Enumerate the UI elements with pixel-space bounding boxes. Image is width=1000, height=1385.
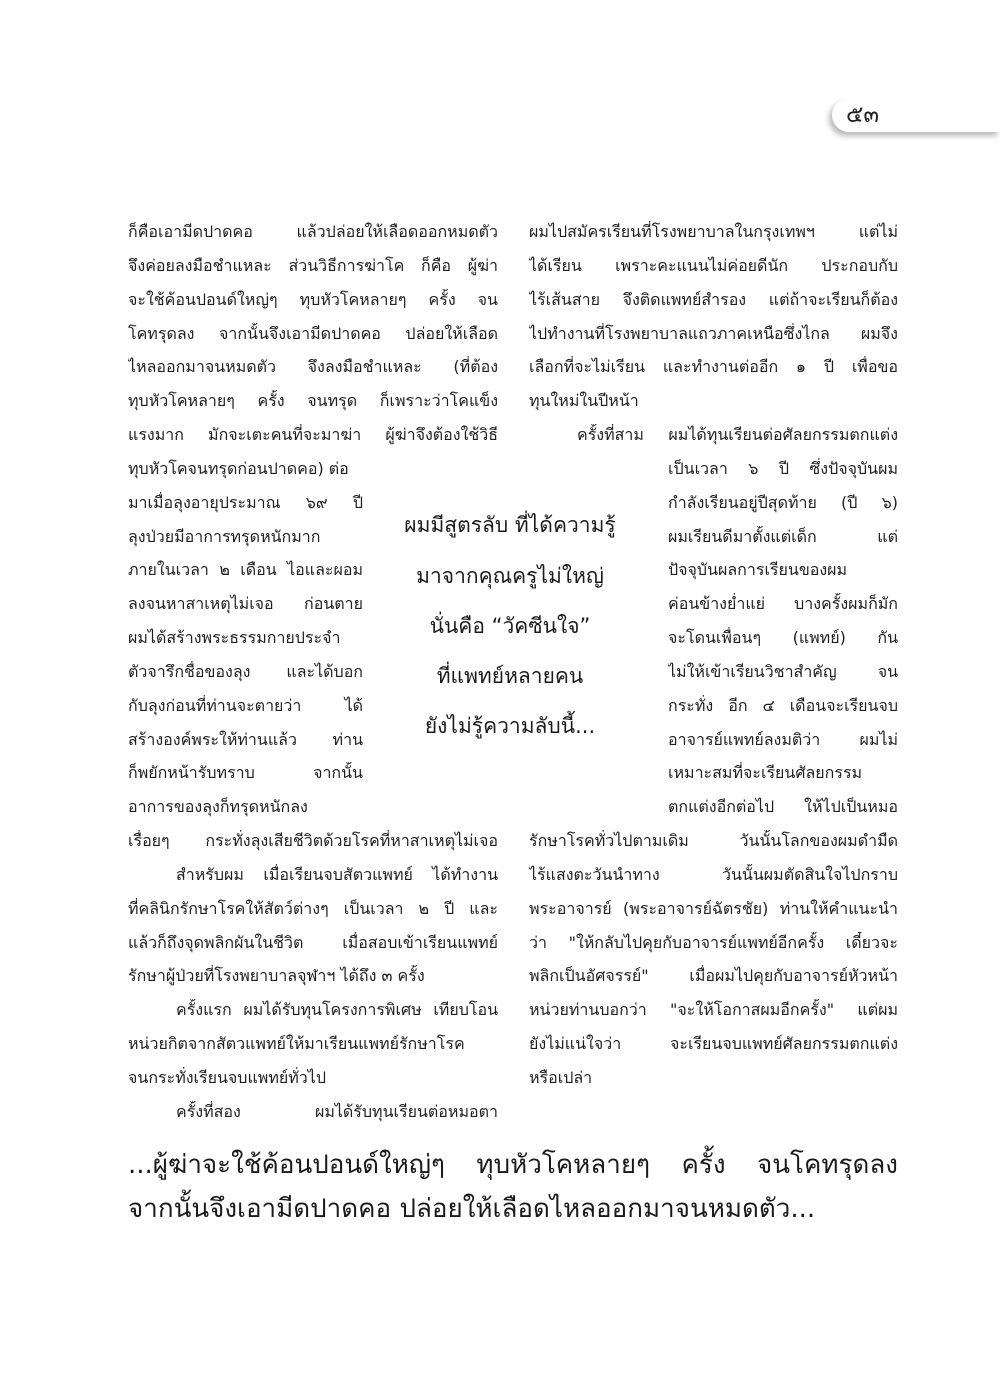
- text-line: ค่อนข้างย่ำแย่ บางครั้งผมก็มัก: [668, 594, 898, 613]
- bottom-quote-line: ...ผู้ฆ่าจะใช้ค้อนปอนด์ใหญ่ๆ ทุบหัวโคหลายๆ ครั้ง จนโคทรุดลง: [128, 1150, 898, 1180]
- text-line: ภายในเวลา ๒ เดือน ไอและผอม: [128, 560, 363, 579]
- text-line: ที่คลินิกรักษาโรคให้สัตว์ต่างๆ เป็นเวลา ๒ ปี และ: [128, 899, 498, 918]
- page-number: ๕๓: [846, 101, 880, 128]
- text-line: ตกแต่งอีกต่อไป ให้ไปเป็นหมอ: [668, 797, 898, 816]
- text-line: ทุบหัวโคหลายๆ ครั้ง จนทรุด ก็เพราะว่าโคแข็ง: [128, 391, 498, 410]
- text-line: พระอาจารย์ (พระอาจารย์ฉัตรชัย) ท่านให้คำแนะนำ: [529, 899, 898, 918]
- pull-quote-line: ยังไม่รู้ความลับนี้...: [424, 714, 596, 738]
- text-line: ไร้เส้นสาย จึงติดแพทย์สำรอง แต่ถ้าจะเรียนก็ต้อง: [529, 290, 898, 309]
- text-line: ผมไปสมัครเรียนที่โรงพยาบาลในกรุงเทพฯ แต่ไม่: [529, 222, 898, 241]
- text-line: เรื่อยๆ กระทั่งลุงเสียชีวิตด้วยโรคที่หาสาเหตุไม่เจอ: [128, 831, 498, 850]
- text-line: ได้เรียน เพราะคะแนนไม่ค่อยดีนัก ประกอบกับ: [529, 256, 898, 275]
- page-number-tab: [832, 98, 1000, 132]
- text-line: พลิกเป็นอัศจรรย์" เมื่อผมไปคุยกับอาจารย์หัวหน้า: [529, 966, 898, 985]
- text-line: ก็พยักหน้ารับทราบ จากนั้น: [128, 763, 363, 782]
- text-line: จะใช้ค้อนปอนด์ใหญ่ๆ ทุบหัวโคหลายๆ ครั้ง จน: [128, 290, 498, 309]
- text-line: ทุนใหม่ในปีหน้า: [529, 391, 639, 410]
- text-line: หรือเปล่า: [529, 1068, 593, 1087]
- text-line: เป็นเวลา ๖ ปี ซึ่งปัจจุบันผม: [668, 459, 898, 478]
- text-line: อาการของลุงก็ทรุดหนักลง: [128, 797, 308, 816]
- text-line: รักษาผู้ป่วยที่โรงพยาบาลจุฬาฯ ได้ถึง ๓ ครั้ง: [128, 966, 425, 985]
- text-line: ว่า "ให้กลับไปคุยกับอาจารย์แพทย์อีกครั้ง เดี๋ยวจะ: [529, 933, 898, 952]
- text-line: ไหลออกมาจนหมดตัว จึงลงมือชำแหละ (ที่ต้อง: [128, 357, 498, 376]
- text-line: เหมาะสมที่จะเรียนศัลยกรรม: [668, 763, 863, 782]
- text-line: ไปทำงานที่โรงพยาบาลแถวภาคเหนือซึ่งไกล ผมจึง: [529, 324, 898, 343]
- text-line: โคทรุดลง จากนั้นจึงเอามีดปาดคอ ปล่อยให้เลือด: [128, 324, 498, 343]
- text-line: สำหรับผม เมื่อเรียนจบสัตวแพทย์ ได้ทำงาน: [176, 865, 498, 884]
- text-line: หน่วยกิตจากสัตวแพทย์ให้มาเรียนแพทย์รักษาโรค: [128, 1034, 465, 1053]
- text-line: ครั้งที่สอง ผมได้รับทุนเรียนต่อหมอตา: [176, 1102, 498, 1121]
- text-line: ทุบหัวโคจนทรุดก่อนปาดคอ) ต่อ: [128, 459, 349, 478]
- text-line: ผมได้สร้างพระธรรมกายประจำ: [128, 628, 341, 647]
- text-line: หน่วยท่านบอกว่า "จะให้โอกาสผมอีกครั้ง" แต่ผม: [529, 1000, 898, 1019]
- text-line: ตัวจารึกชื่อของลุง และได้บอก: [128, 662, 363, 681]
- text-line: มาเมื่อลุงอายุประมาณ ๖๙ ปี: [128, 493, 363, 512]
- text-line: ลงจนหาสาเหตุไม่เจอ ก่อนตาย: [128, 594, 363, 613]
- text-line: ไม่ให้เข้าเรียนวิชาสำคัญ จน: [668, 662, 898, 681]
- text-line: จึงค่อยลงมือชำแหละ ส่วนวิธีการฆ่าโค ก็คือ ผู้ฆ่า: [128, 256, 498, 275]
- text-line: แรงมาก มักจะเตะคนที่จะมาฆ่า ผู้ฆ่าจึงต้องใช้วิธี: [128, 425, 498, 444]
- text-line: เลือกที่จะไม่เรียน และทำงานต่ออีก ๑ ปี เพื่อขอ: [529, 357, 898, 376]
- pull-quote-line: ผมมีสูตรลับ ที่ได้ความรู้: [404, 513, 616, 537]
- text-line: จะโดนเพื่อนๆ (แพทย์) กัน: [668, 628, 898, 647]
- text-line: กระทั่ง อีก ๔ เดือนจะเรียนจบ: [668, 696, 898, 715]
- text-line: ปัจจุบันผลการเรียนของผม: [668, 560, 848, 579]
- text-line: ลุงป่วยมีอาการทรุดหนักมาก: [128, 527, 321, 546]
- text-line: ยังไม่แน่ใจว่า จะเรียนจบแพทย์ศัลยกรรมตกแต่ง: [529, 1034, 898, 1053]
- text-line: รักษาโรคทั่วไปตามเดิม วันนั้นโลกของผมดำมืด: [529, 831, 898, 850]
- text-line: กำลังเรียนอยู่ปีสุดท้าย (ปี ๖): [668, 493, 898, 512]
- pull-quote-line: นั่นคือ “วัคซีนใจ”: [429, 614, 591, 638]
- pull-quote-line: ที่แพทย์หลายคน: [436, 664, 584, 688]
- pull-quote-line: มาจากคุณครูไม่ใหญ่: [416, 564, 604, 588]
- text-line: สร้างองค์พระให้ท่านแล้ว ท่าน: [128, 730, 363, 749]
- text-line: ครั้งแรก ผมได้รับทุนโครงการพิเศษ เทียบโอน: [176, 1000, 498, 1019]
- text-line: ครั้งที่สาม ผมได้ทุนเรียนต่อศัลยกรรมตกแต่ง: [577, 425, 898, 444]
- text-line: ผมเรียนดีมาตั้งแต่เด็ก แต่: [668, 527, 898, 546]
- text-line: ไร้แสงตะวันนำทาง วันนั้นผมตัดสินใจไปกราบ: [529, 865, 898, 884]
- text-line: ก็คือเอามีดปาดคอ แล้วปล่อยให้เลือดออกหมดตัว: [128, 222, 498, 241]
- text-line: แล้วก็ถึงจุดพลิกผันในชีวิต เมื่อสอบเข้าเรียนแพทย์: [128, 933, 498, 952]
- bottom-quote-line: จากนั้นจึงเอามีดปาดคอ ปล่อยให้เลือดไหลออกมาจนหมดตัว...: [128, 1194, 816, 1224]
- text-line: อาจารย์แพทย์ลงมติว่า ผมไม่: [668, 730, 898, 749]
- text-line: กับลุงก่อนที่ท่านจะตายว่า ได้: [128, 696, 363, 715]
- text-line: จนกระทั่งเรียนจบแพทย์ทั่วไป: [128, 1068, 326, 1087]
